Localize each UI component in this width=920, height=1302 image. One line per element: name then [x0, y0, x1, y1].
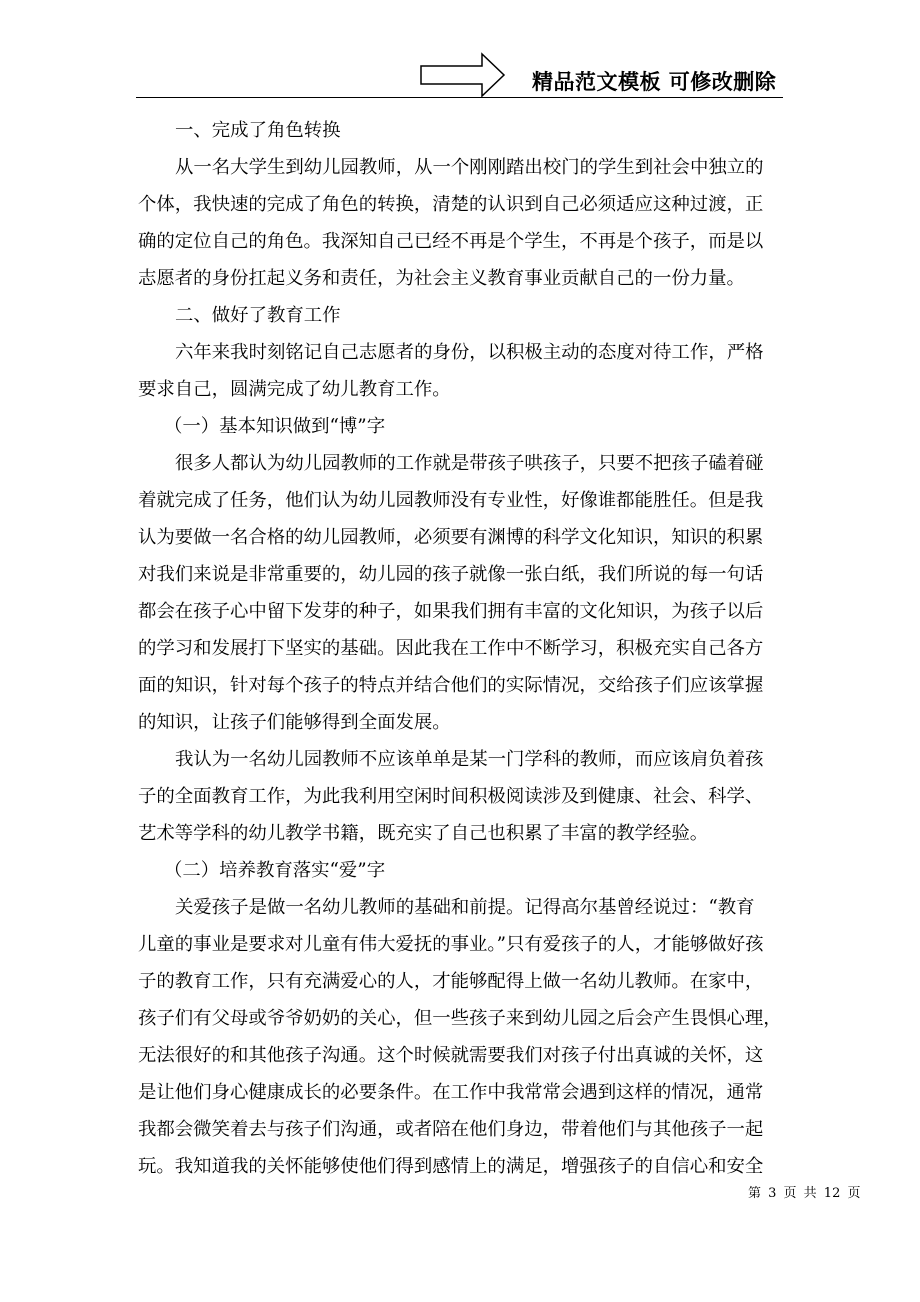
- subsection-heading: （一）基本知识做到“博”字: [164, 416, 386, 437]
- paragraph-line: 对我们来说是非常重要的，幼儿园的孩子就像一张白纸，我们所说的每一句话: [138, 564, 764, 585]
- paragraph-line: 艺术等学科的幼儿教学书籍，既充实了自己也积累了丰富的教学经验。: [138, 823, 709, 844]
- paragraph-line: 志愿者的身份扛起义务和责任，为社会主义教育事业贡献自己的一份力量。: [138, 268, 745, 289]
- paragraph-line: 我认为一名幼儿园教师不应该单单是某一门学科的教师，而应该肩负着孩: [175, 749, 764, 770]
- paragraph-line: 关爱孩子是做一名幼儿教师的基础和前提。记得高尔基曾经说过：“教育: [175, 897, 755, 918]
- subsection-heading: （二）培养教育落实“爱”字: [164, 860, 386, 881]
- paragraph-line: 孩子们有父母或爷爷奶奶的关心，但一些孩子来到幼儿园之后会产生畏惧心理，: [138, 1008, 782, 1029]
- header-divider: [136, 97, 783, 98]
- paragraph-line: 我都会微笑着去与孩子们沟通，或者陪在他们身边，带着他们与其他孩子一起: [138, 1119, 764, 1140]
- paragraph-line: 无法很好的和其他孩子沟通。这个时候就需要我们对孩子付出真诚的关怀，这: [138, 1045, 764, 1066]
- paragraph-line: 的学习和发展打下坚实的基础。因此我在工作中不断学习，积极充实自己各方: [138, 638, 764, 659]
- page-header: [0, 0, 920, 100]
- paragraph-line: 要求自己，圆满完成了幼儿教育工作。: [138, 379, 451, 400]
- paragraph-line: 六年来我时刻铭记自己志愿者的身份，以积极主动的态度对待工作，严格: [175, 342, 764, 363]
- paragraph-line: 着就完成了任务，他们认为幼儿园教师没有专业性，好像谁都能胜任。但是我: [138, 490, 764, 511]
- paragraph-line: 很多人都认为幼儿园教师的工作就是带孩子哄孩子，只要不把孩子磕着碰: [175, 453, 764, 474]
- page-number: 第 3 页 共 12 页: [748, 1186, 861, 1201]
- paragraph-line: 的知识，让孩子们能够得到全面发展。: [138, 712, 451, 733]
- section-heading: 二、做好了教育工作: [175, 305, 341, 326]
- header-title: 精品范文模板 可修改删除: [532, 70, 777, 94]
- paragraph-line: 子的教育工作，只有充满爱心的人，才能够配得上做一名幼儿教师。在家中，: [138, 971, 764, 992]
- paragraph-line: 玩。我知道我的关怀能够使他们得到感情上的满足，增强孩子的自信心和安全: [138, 1156, 764, 1177]
- paragraph-line: 认为要做一名合格的幼儿园教师，必须要有渊博的科学文化知识，知识的积累: [138, 527, 764, 548]
- paragraph-line: 儿童的事业是要求对儿童有伟大爱抚的事业。”只有爱孩子的人，才能够做好孩: [138, 934, 764, 955]
- paragraph-line: 面的知识，针对每个孩子的特点并结合他们的实际情况，交给孩子们应该掌握: [138, 675, 764, 696]
- arrow-right-icon: [420, 52, 506, 98]
- paragraph-line: 个体，我快速的完成了角色的转换，清楚的认识到自己必须适应这种过渡，正: [138, 194, 764, 215]
- paragraph-line: 子的全面教育工作，为此我利用空闲时间积极阅读涉及到健康、社会、科学、: [138, 786, 764, 807]
- section-heading: 一、完成了角色转换: [175, 120, 341, 141]
- paragraph-line: 是让他们身心健康成长的必要条件。在工作中我常常会遇到这样的情况，通常: [138, 1082, 764, 1103]
- paragraph-line: 从一名大学生到幼儿园教师，从一个刚刚踏出校门的学生到社会中独立的: [175, 157, 764, 178]
- paragraph-line: 都会在孩子心中留下发芽的种子，如果我们拥有丰富的文化知识，为孩子以后: [138, 601, 764, 622]
- paragraph-line: 确的定位自己的角色。我深知自己已经不再是个学生，不再是个孩子，而是以: [138, 231, 764, 252]
- document-body: [138, 112, 784, 1185]
